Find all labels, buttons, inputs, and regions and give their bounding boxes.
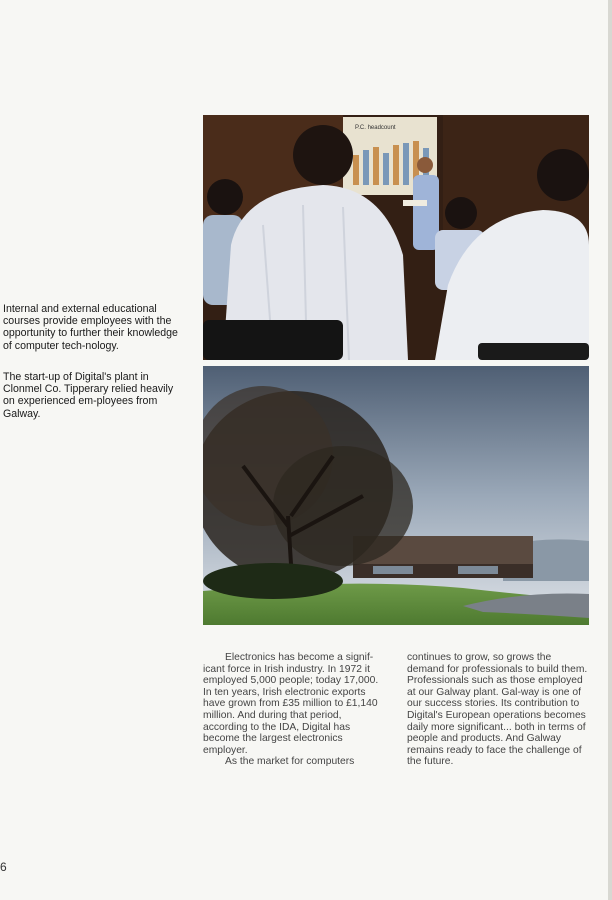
factory-building-photo	[203, 366, 589, 625]
training-classroom-photo	[203, 115, 589, 360]
clonmel-caption: The start-up of Digital's plant in Clonmel Co. Tipperary relied heavily on experienced em-ployees from Galway.	[3, 371, 174, 420]
slide-title: P.C. headcount	[355, 125, 396, 131]
body-column-right	[407, 652, 590, 768]
page-edge	[608, 0, 612, 900]
chair	[203, 320, 343, 360]
body-paragraph: Electronics has become a signif-icant force in Irish industry. In 1972 it employed 5,000 people; today 17,000. In ten years, Irish electronic exports have grown from £35 million to £1,140 million. And during that period, according to the IDA, Digital has become the largest electronics employer.	[203, 652, 379, 756]
page-number: 6	[0, 860, 7, 874]
training-caption: Internal and external educational courses provide employees with the opportunity to further their knowledge of computer tech-nology.	[3, 303, 178, 352]
body-paragraph: continues to grow, so grows the demand for professionals to build them. Professionals such as those employed at our Galway plant. Gal-way is one of our success stories. Its contribution to Digital's European operations becomes daily more significant... both in terms of people and products. And Galway remains ready to face the challenge of the future.	[407, 652, 588, 768]
chair	[478, 343, 589, 360]
body-column-left	[203, 652, 389, 768]
body-paragraph: As the market for computers	[225, 756, 355, 768]
